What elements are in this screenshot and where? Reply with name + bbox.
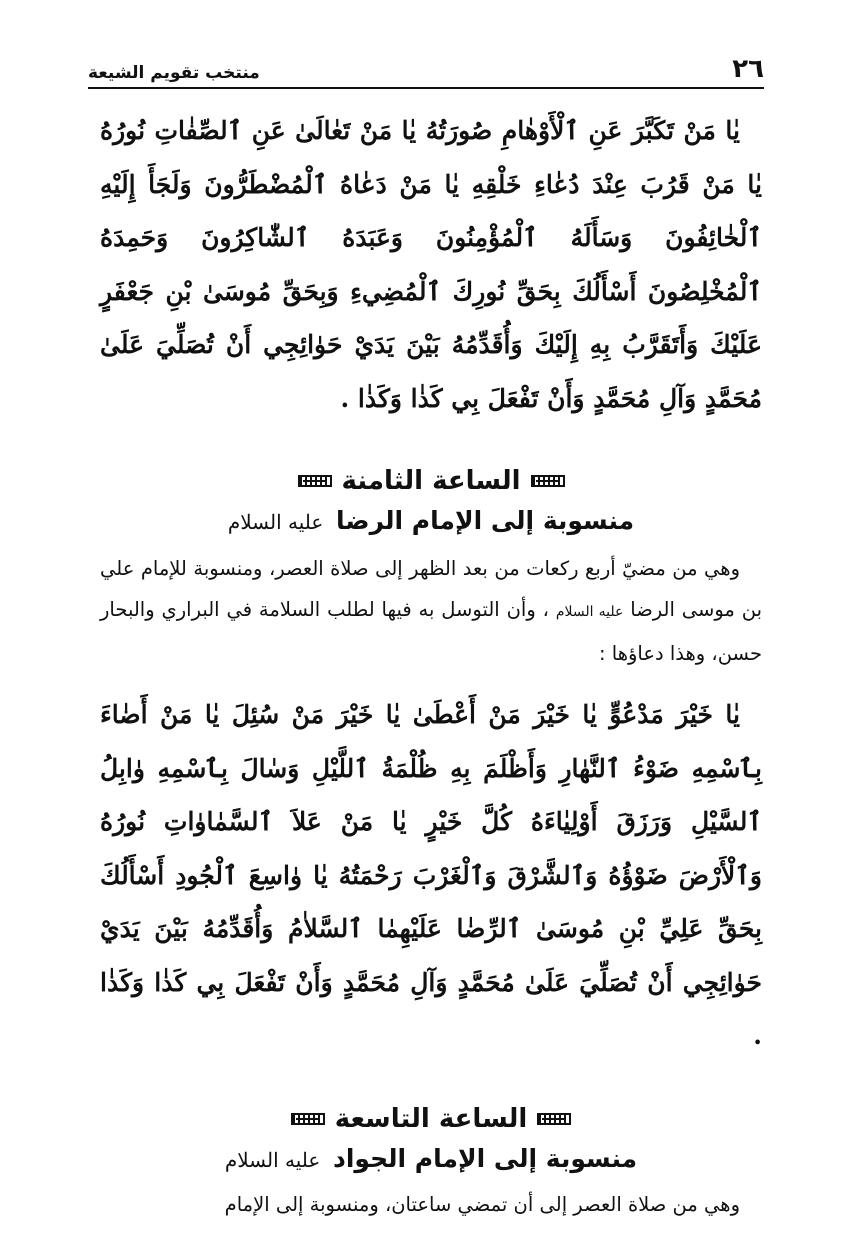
description-part-1: وهي من مضيّ أربع ركعات من بعد الظهر إلى صلاة العصر، ومنسوبة للإمام علي بن موسى الرضا: [100, 557, 763, 621]
section-subheading-text: منسوبة إلى الإمام الجواد: [333, 1143, 638, 1173]
section-subheading-ninth-hour: [100, 1139, 762, 1180]
description-eighth-hour: [100, 548, 762, 674]
header-rule: [88, 87, 764, 89]
section-subheading-eighth-hour: [100, 501, 762, 542]
description-ninth-hour: وهي من صلاة العصر إلى أن تمضي ساعتان، ومنسوبة إلى الإمام: [224, 1192, 740, 1216]
section-heading-ninth-hour: [100, 1099, 762, 1139]
ornament-icon: [537, 1113, 571, 1125]
page-number: ٢٦: [732, 54, 764, 84]
ornament-icon: [291, 1113, 325, 1125]
honorific-glyph: عليه السلام: [227, 510, 324, 534]
section-heading-eighth-hour: [100, 461, 762, 501]
honorific-inline-glyph: عليه السلام: [555, 604, 624, 620]
ornament-icon: [298, 475, 332, 487]
section-heading-text: الساعة التاسعة: [334, 1103, 528, 1134]
honorific-glyph: عليه السلام: [224, 1147, 321, 1172]
page-header: [88, 40, 764, 84]
page-content: [100, 104, 762, 1225]
description-part-2: ، وأن التوسل به فيها لطلب السلامة في البراري والبحار حسن، وهذا دعاؤها :: [100, 598, 762, 665]
ornament-icon: [531, 475, 565, 487]
section-subheading-text: منسوبة إلى الإمام الرضا: [336, 506, 635, 535]
section-heading-text: الساعة الثامنة: [341, 466, 521, 496]
running-title: منتخب تقويم الشيعة: [88, 63, 260, 83]
prayer-seventh-hour: يٰا مَنْ تَكَبَّرَ عَنِ ٱلْأَوْهٰامِ صُورَتُهُ يٰا مَنْ تَعٰالَىٰ عَنِ ٱلصِّفٰاتِ نُورُهُ يٰا مَنْ قَرُبَ عِنْدَ دُعٰاءِ خَلْقِهِ يٰا مَنْ دَعٰاهُ ٱلْمُضْطَرُّونَ وَلَجَأَ إِلَيْهِ ٱلْخٰائِفُونَ وَسَأَلَهُ ٱلْمُؤْمِنُونَ وَعَبَدَهُ ٱلشّٰاكِرُونَ وَحَمِدَهُ ٱلْمُخْلِصُونَ أَسْأَلُكَ بِحَقِّ نُورِكَ ٱلْمُضِيءِ وَبِحَقِّ مُوسَىٰ بْنِ جَعْفَرٍ عَلَيْكَ وَأَتَقَرَّبُ بِهِ إِلَيْكَ وَأُقَدِّمُهُ بَيْنَ يَدَيْ حَوٰائِجِي أَنْ تُصَلِّيَ عَلَىٰ مُحَمَّدٍ وَآلِ مُحَمَّدٍ وَأَنْ تَفْعَلَ بِي كَذٰا وَكَذٰا .: [100, 116, 762, 413]
prayer-eighth-hour: يٰا خَيْرَ مَدْعُوٍّ يٰا خَيْرَ مَنْ أَعْطَىٰ يٰا خَيْرَ مَنْ سُئِلَ يٰا مَنْ أَضٰاءَ بِٱسْمِهِ ضَوْءُ ٱلنَّهٰارِ وَأَظْلَمَ بِهِ ظُلْمَةُ ٱللَّيْلِ وَسٰالَ بِٱسْمِهِ وٰابِلُ ٱلسَّيْلِ وَرَزَقَ أَوْلِيٰاءَهُ كُلَّ خَيْرٍ يٰا مَنْ عَلاَ ٱلسَّمٰاوٰاتِ نُورُهُ وَٱلْأَرْضَ ضَوْؤُهُ وَٱلشَّرْقَ وَٱلْغَرْبَ رَحْمَتُهُ يٰا وٰاسِعَ ٱلْجُودِ أَسْأَلُكَ بِحَقِّ عَلِيِّ بْنِ مُوسَىٰ ٱلرِّضٰا عَلَيْهِمٰا ٱلسَّلاٰمُ وَأُقَدِّمُهُ بَيْنَ يَدَيْ حَوٰائِجِي أَنْ تُصَلِّيَ عَلَىٰ مُحَمَّدٍ وَآلِ مُحَمَّدٍ وَأَنْ تَفْعَلَ بِي كَذٰا وَكَذٰا .: [100, 700, 762, 1050]
